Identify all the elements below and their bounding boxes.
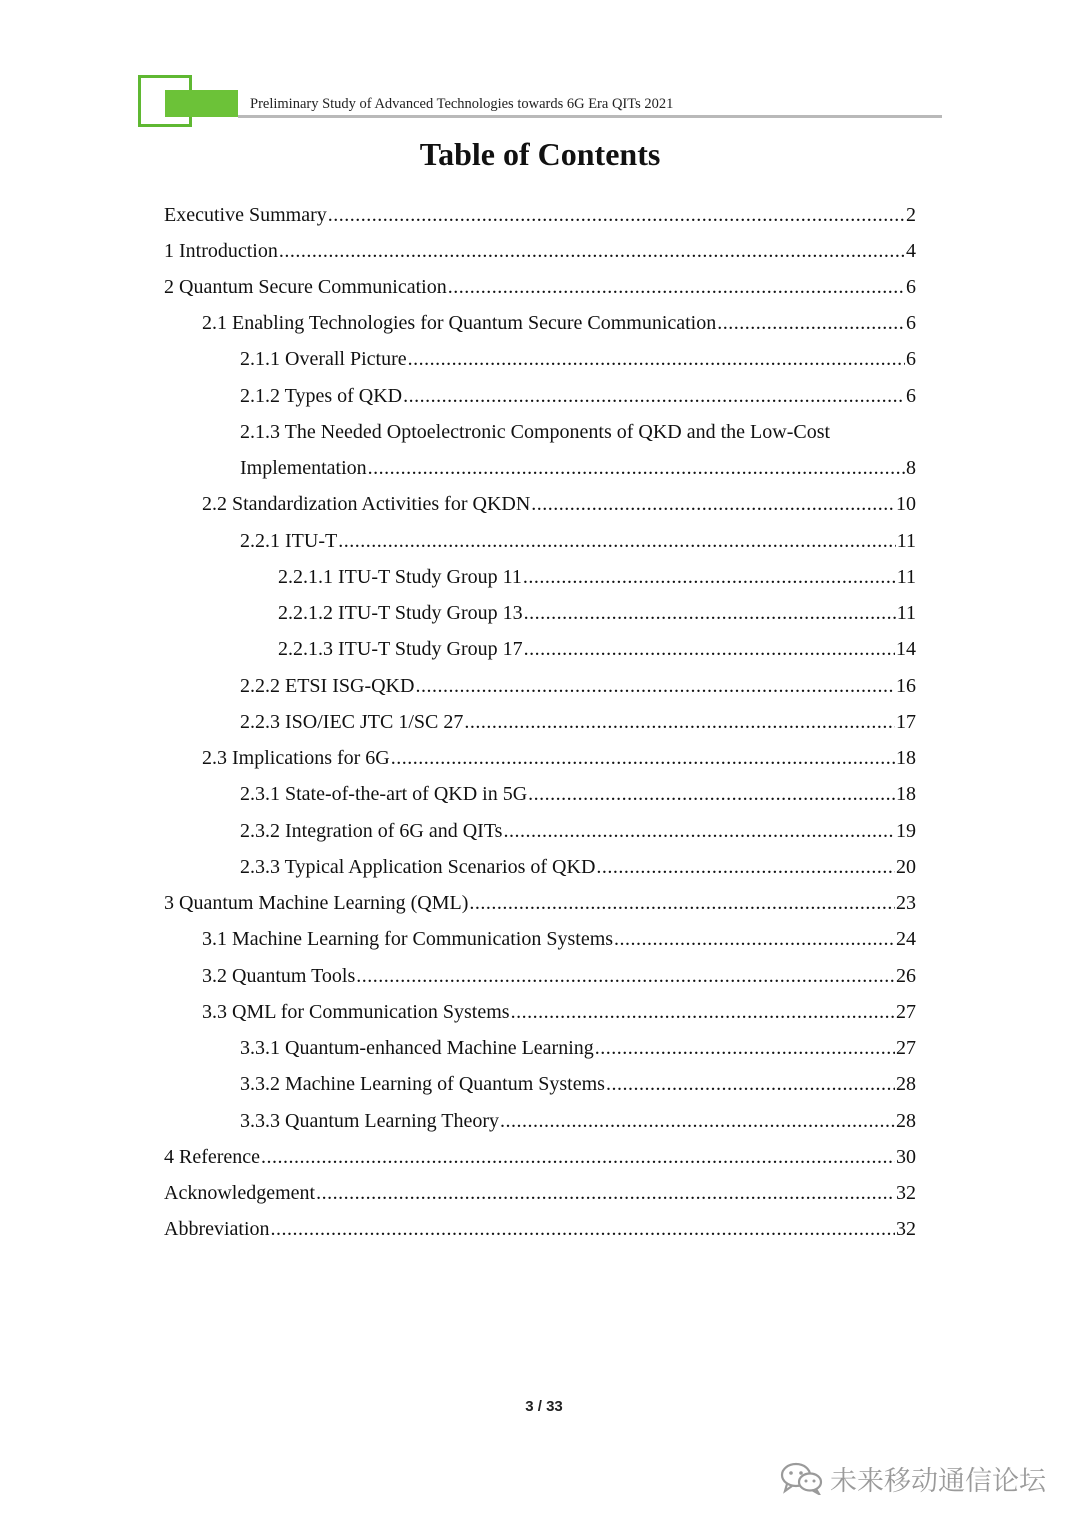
toc-entry-3-3-1[interactable]	[240, 1033, 916, 1063]
toc-entry-2-2-2[interactable]	[240, 671, 916, 701]
toc-label: 3.2 Quantum Tools	[202, 965, 356, 987]
logo-green-bar	[165, 90, 238, 117]
toc-entry-3-2[interactable]	[202, 961, 916, 991]
toc-label: 2.2.1.2 ITU-T Study Group 13	[278, 602, 523, 624]
toc-label: 1 Introduction	[164, 240, 278, 262]
toc-leader	[261, 1142, 895, 1172]
toc-leader	[469, 888, 895, 918]
toc-leader	[328, 200, 905, 230]
toc-page: 28	[896, 1110, 916, 1132]
toc-label: 2.2.1.1 ITU-T Study Group 11	[278, 566, 522, 588]
toc-leader	[528, 779, 895, 809]
toc-leader	[511, 997, 895, 1027]
page-number: 3 / 33	[525, 1398, 563, 1415]
toc-entry-abbreviation[interactable]	[164, 1214, 916, 1244]
toc-label: 2 Quantum Secure Communication	[164, 276, 447, 298]
toc-page: 11	[896, 566, 916, 588]
toc-entry-3-3-3[interactable]	[240, 1106, 916, 1136]
toc-entry-2-1-2[interactable]	[240, 381, 916, 411]
toc-page: 6	[906, 312, 916, 334]
toc-page: 27	[896, 1001, 916, 1023]
toc-label: 2.3.2 Integration of 6G and QITs	[240, 820, 503, 842]
toc-entry-2-3-1[interactable]	[240, 779, 916, 809]
toc-page: 8	[906, 457, 916, 479]
toc-page: 16	[896, 675, 916, 697]
toc-label: 2.2 Standardization Activities for QKDN	[202, 493, 531, 515]
toc-entry-introduction[interactable]	[164, 236, 916, 266]
toc-leader	[391, 743, 895, 773]
toc-label: Abbreviation	[164, 1218, 270, 1240]
toc-page: 18	[896, 783, 916, 805]
toc-leader	[717, 308, 905, 338]
toc-label: 3.3.2 Machine Learning of Quantum Systems	[240, 1073, 605, 1095]
toc-leader	[415, 671, 895, 701]
toc-page: 6	[906, 276, 916, 298]
toc-label: 2.2.1.3 ITU-T Study Group 17	[278, 638, 523, 660]
toc-page: 4	[906, 240, 916, 262]
toc-label: 2.3.3 Typical Application Scenarios of QKD	[240, 856, 596, 878]
toc-label: 3.3 QML for Communication Systems	[202, 1001, 510, 1023]
toc-leader	[368, 453, 905, 483]
toc-page: 32	[896, 1218, 916, 1240]
toc-leader	[500, 1106, 895, 1136]
toc-page: 11	[896, 602, 916, 624]
toc-entry-2-1-3-line1[interactable]: 2.1.3 The Needed Optoelectronic Components of QKD and the Low-Cost	[240, 421, 831, 443]
toc-leader	[464, 707, 895, 737]
toc-label: Executive Summary	[164, 204, 327, 226]
toc-leader	[524, 634, 895, 664]
toc-page: 17	[896, 711, 916, 733]
toc-label: 2.3.1 State-of-the-art of QKD in 5G	[240, 783, 528, 805]
toc-leader	[271, 1214, 895, 1244]
toc-leader	[448, 272, 905, 302]
toc-page: 6	[906, 385, 916, 407]
toc-page: 19	[896, 820, 916, 842]
toc-entry-quantum-machine-learning[interactable]	[164, 888, 916, 918]
toc-page: 24	[896, 928, 916, 950]
toc-label: 2.1 Enabling Technologies for Quantum Secure Communication	[202, 312, 717, 334]
header-rule	[238, 115, 942, 118]
toc-page: 30	[896, 1146, 916, 1168]
toc-page: 18	[896, 747, 916, 769]
toc-entry-executive-summary[interactable]	[164, 200, 916, 230]
toc-entry-2-3-2[interactable]	[240, 816, 916, 846]
page-title: Table of Contents	[419, 136, 661, 172]
toc-entry-2-2-1[interactable]	[240, 526, 916, 556]
toc-label: 2.1.1 Overall Picture	[240, 348, 407, 370]
toc-label: 3.3.3 Quantum Learning Theory	[240, 1110, 500, 1132]
toc-entry-reference[interactable]	[164, 1142, 916, 1172]
toc-entry-quantum-secure-communication[interactable]	[164, 272, 916, 302]
toc-entry-2-2[interactable]	[202, 489, 916, 519]
toc-page: 2	[906, 204, 916, 226]
toc-label: Implementation	[240, 457, 367, 479]
toc-leader	[316, 1178, 895, 1208]
toc-entry-2-2-1-3[interactable]	[278, 634, 916, 664]
toc-leader	[595, 1033, 895, 1063]
toc-label: 3.3.1 Quantum-enhanced Machine Learning	[240, 1037, 594, 1059]
toc-entry-2-1-3[interactable]	[240, 453, 916, 483]
toc-leader	[614, 924, 895, 954]
toc-page: 6	[906, 348, 916, 370]
toc-page: 11	[896, 530, 916, 552]
toc-leader	[279, 236, 905, 266]
toc-leader	[531, 489, 895, 519]
toc-page: 14	[896, 638, 916, 660]
toc-leader	[596, 852, 895, 882]
toc-entry-2-3-3[interactable]	[240, 852, 916, 882]
toc-leader	[503, 816, 895, 846]
toc-label: Acknowledgement	[164, 1182, 316, 1204]
toc-entry-2-1[interactable]	[202, 308, 916, 338]
wechat-icon	[780, 1461, 824, 1495]
toc-leader	[408, 344, 905, 374]
toc-page: 28	[896, 1073, 916, 1095]
toc-label: 2.2.1 ITU-T	[240, 530, 338, 552]
toc-leader	[338, 526, 896, 556]
toc-label: 2.3 Implications for 6G	[202, 747, 390, 769]
toc-entry-2-3[interactable]	[202, 743, 916, 773]
toc-label: 3.1 Machine Learning for Communication Systems	[202, 928, 614, 950]
toc-page: 27	[896, 1037, 916, 1059]
watermark-text: 未来移动通信论坛	[830, 1465, 1046, 1497]
toc-page: 10	[896, 493, 916, 515]
toc-page: 26	[896, 965, 916, 987]
toc-leader	[524, 598, 896, 628]
toc-leader	[403, 381, 905, 411]
toc-entry-acknowledgement[interactable]	[164, 1178, 916, 1208]
toc-leader	[356, 961, 895, 991]
toc-label: 2.1.2 Types of QKD	[240, 385, 403, 407]
toc-page: 20	[896, 856, 916, 878]
toc-label: 2.2.2 ETSI ISG-QKD	[240, 675, 415, 697]
toc-label: 2.2.3 ISO/IEC JTC 1/SC 27	[240, 711, 464, 733]
toc-entry-2-2-1-2[interactable]	[278, 598, 916, 628]
toc-entry-2-1-1[interactable]	[240, 344, 916, 374]
toc-entry-3-3[interactable]	[202, 997, 916, 1027]
running-header: Preliminary Study of Advanced Technologies towards 6G Era QITs 2021	[250, 96, 674, 112]
toc-leader	[606, 1069, 895, 1099]
toc-leader	[523, 562, 896, 592]
toc-label: 3 Quantum Machine Learning (QML)	[164, 892, 469, 914]
toc-entry-3-1[interactable]	[202, 924, 916, 954]
toc-entry-2-2-1-1[interactable]	[278, 562, 916, 592]
toc-label: 4 Reference	[164, 1146, 261, 1168]
watermark	[780, 1458, 1046, 1498]
toc-page: 23	[896, 892, 916, 914]
toc-page: 32	[896, 1182, 916, 1204]
toc-entry-3-3-2[interactable]	[240, 1069, 916, 1099]
toc-entry-2-2-3[interactable]	[240, 707, 916, 737]
